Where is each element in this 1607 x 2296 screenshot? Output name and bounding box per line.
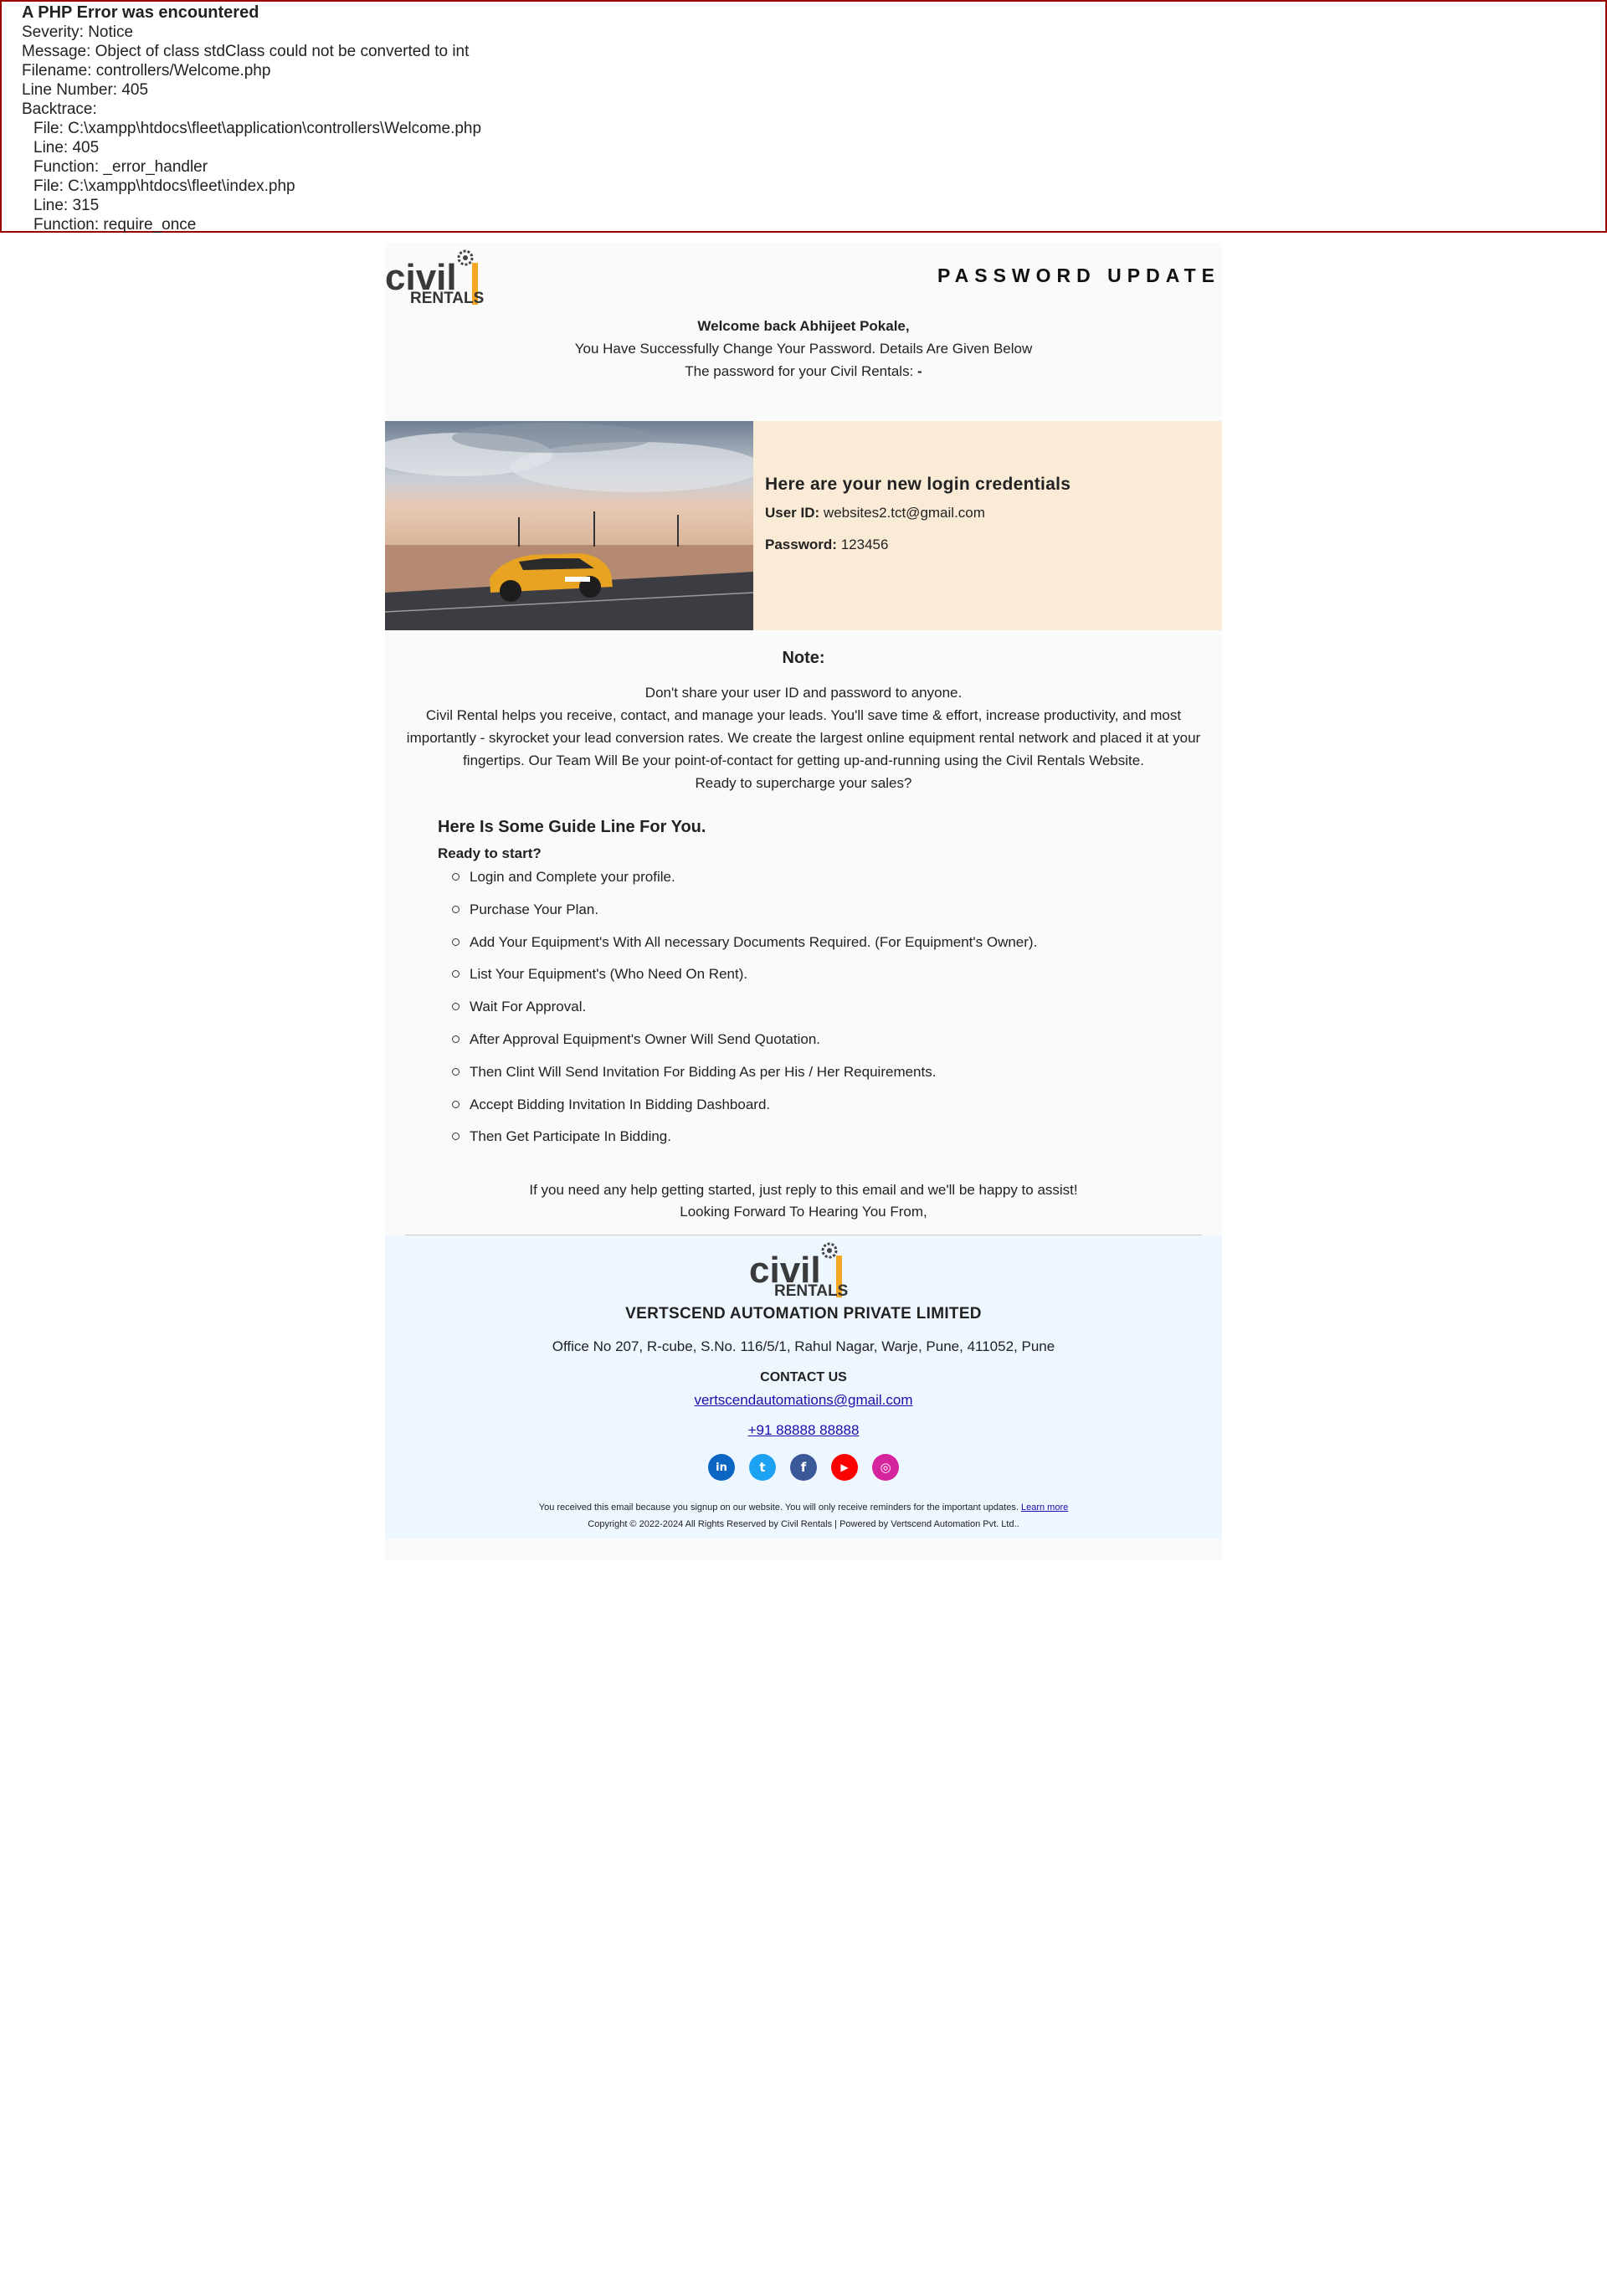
user-id-row (765, 505, 1222, 521)
note-line: Don't share your user ID and password to anyone. (644, 685, 963, 701)
bullet-circle-icon (452, 1101, 460, 1108)
twitter-icon[interactable]: t (749, 1454, 776, 1481)
car-photo (385, 421, 753, 630)
php-error-line: Line Number: 405 (22, 81, 149, 99)
email-footer (385, 1235, 1222, 1538)
backtrace-line: File: C:\xampp\htdocs\fleet\index.php (33, 177, 295, 195)
welcome-line (385, 360, 1222, 383)
welcome-section (385, 310, 1222, 421)
closing-section (385, 1161, 1222, 1223)
contact-us-label: CONTACT US (760, 1370, 847, 1385)
password-label: Password: (765, 537, 837, 552)
email-container (385, 243, 1222, 1560)
list-item (450, 1128, 1222, 1161)
closing-line: If you need any help getting started, just reply to this email and we'll be happy to assist! (529, 1182, 1078, 1199)
disclaimer-line (385, 1499, 1222, 1516)
list-item-text: Then Get Participate In Bidding. (470, 1128, 671, 1145)
bullet-circle-icon (452, 1133, 460, 1140)
facebook-icon[interactable]: f (790, 1454, 817, 1481)
list-item-text: Purchase Your Plan. (470, 901, 599, 917)
user-id-value: websites2.tct@gmail.com (823, 505, 985, 521)
logo-main-text: civil (385, 257, 457, 298)
welcome-line: You Have Successfully Change Your Password. Details Are Given Below (574, 341, 1033, 357)
guide-list (438, 869, 1222, 1161)
gear-icon (459, 251, 472, 265)
welcome-password-value: - (917, 363, 922, 379)
password-value: 123456 (840, 537, 889, 552)
note-line: Ready to supercharge your sales? (695, 775, 912, 791)
contact-email-link[interactable]: vertscendautomations@gmail.com (694, 1392, 913, 1409)
bullet-circle-icon (452, 938, 460, 946)
closing-line: Looking Forward To Hearing You From, (680, 1204, 927, 1220)
list-item-text: Wait For Approval. (470, 999, 587, 1015)
list-item (450, 1097, 1222, 1129)
credentials-heading: Here are your new login credentials (765, 475, 1071, 494)
youtube-icon[interactable]: ▶ (831, 1454, 858, 1481)
disclaimer-text: You received this email because you signup on our website. You will only receive reminders for the important updates. (538, 1502, 1019, 1513)
bullet-circle-icon (452, 1003, 460, 1010)
list-item-text: Accept Bidding Invitation In Bidding Dashboard. (470, 1096, 771, 1112)
welcome-greeting: Welcome back Abhijeet Pokale, (697, 318, 910, 334)
backtrace-line: Function: _error_handler (33, 158, 208, 176)
php-error-line: Severity: Notice (22, 23, 134, 41)
welcome-password-text: The password for your Civil Rentals: (685, 363, 918, 379)
logo-sub-text: RENTALS (774, 1282, 849, 1300)
bullet-circle-icon (452, 873, 460, 881)
copyright-text: Copyright © 2022-2024 All Rights Reserved by Civil Rentals | Powered by Vertscend Automation Pvt. Ltd.. (588, 1519, 1019, 1530)
backtrace-line: Function: require_once (33, 216, 197, 234)
list-item (450, 934, 1222, 967)
logo-sub-text: RENTALS (410, 290, 485, 306)
gear-icon (823, 1244, 836, 1257)
list-item (450, 1064, 1222, 1097)
credentials-row (385, 421, 1222, 630)
bullet-circle-icon (452, 970, 460, 978)
civil-rentals-logo (385, 248, 494, 306)
backtrace-line: File: C:\xampp\htdocs\fleet\application\controllers\Welcome.php (33, 120, 482, 137)
bullet-circle-icon (452, 1035, 460, 1043)
note-title: Note: (782, 649, 825, 667)
password-row (765, 537, 1222, 553)
company-address: Office No 207, R-cube, S.No. 116/5/1, Rahul Nagar, Warje, Pune, 411052, Pune (552, 1338, 1055, 1355)
list-item-text: Then Clint Will Send Invitation For Bidding As per His / Her Requirements. (470, 1063, 937, 1080)
backtrace-line: Line: 405 (33, 139, 100, 157)
list-item (450, 966, 1222, 999)
credentials-box (753, 421, 1222, 630)
list-item (450, 999, 1222, 1031)
list-item-text: After Approval Equipment's Owner Will Send Quotation. (470, 1030, 821, 1047)
note-section (385, 630, 1222, 794)
guide-section (385, 794, 1222, 1161)
php-error-title: A PHP Error was encountered (22, 3, 259, 22)
list-item (450, 869, 1222, 901)
note-paragraph: Civil Rental helps you receive, contact, and manage your leads. You'll save time & effort, increase productivity, and most importantly - skyrocket your lead conversion rates. We create the largest online equipment rental network and placed it at your fingertips. Our Team Will Be your point-of-contact for getting up-and-running using the Civil Rentals Website. (406, 707, 1201, 768)
list-item-text: Add Your Equipment's With All necessary Documents Required. (For Equipment's Owner). (470, 933, 1038, 950)
list-item (450, 1031, 1222, 1064)
learn-more-link[interactable]: Learn more (1020, 1502, 1069, 1513)
list-item (450, 901, 1222, 934)
php-error-line: Backtrace: (22, 100, 97, 118)
list-item-text: List Your Equipment's (Who Need On Rent). (470, 966, 748, 983)
linkedin-icon[interactable]: in (708, 1454, 735, 1481)
footer-logo (749, 1240, 858, 1299)
bullet-circle-icon (452, 906, 460, 913)
contact-phone-link[interactable]: +91 88888 88888 (747, 1422, 860, 1439)
guide-title: Here Is Some Guide Line For You. (438, 818, 706, 836)
list-item-text: Login and Complete your profile. (470, 869, 675, 885)
company-name: VERTSCEND AUTOMATION PRIVATE LIMITED (625, 1305, 982, 1323)
php-error-line: Message: Object of class stdClass could not be converted to int (22, 43, 470, 60)
bullet-circle-icon (452, 1068, 460, 1076)
guide-subtitle: Ready to start? (438, 845, 542, 861)
php-error-line: Filename: controllers/Welcome.php (22, 62, 271, 80)
php-error-box (0, 0, 1607, 233)
social-links (385, 1454, 1222, 1481)
backtrace-line: Line: 315 (33, 197, 100, 214)
instagram-icon[interactable]: ◎ (872, 1454, 899, 1481)
page-title: PASSWORD UPDATE (937, 265, 1220, 286)
user-id-label: User ID: (765, 505, 820, 521)
footer-fine-print (385, 1499, 1222, 1533)
logo-main-text: civil (749, 1250, 821, 1292)
email-header (385, 243, 1222, 310)
